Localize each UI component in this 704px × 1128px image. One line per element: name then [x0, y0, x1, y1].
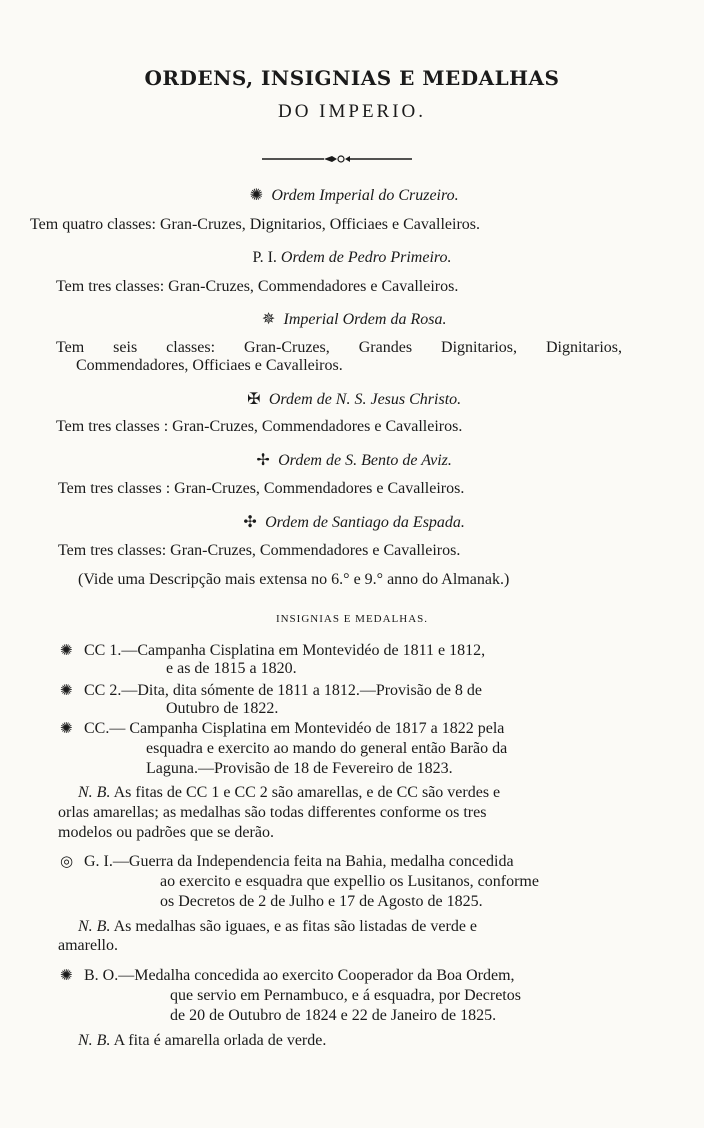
order-heading: [0, 390, 704, 410]
rose-icon: ✵: [261, 311, 276, 328]
section-heading: INSIGNIAS E MEDALHAS.: [275, 613, 429, 625]
nb-text: As fitas de CC 1 e CC 2 são amarellas, e de CC são verdes e: [113, 784, 501, 801]
medal-entry: [60, 641, 485, 661]
medal-star-icon: ✺: [60, 721, 73, 737]
order-name: Ordem de Santiago da Espada.: [265, 514, 465, 531]
nb-text: A fita é amarella orlada de verde.: [113, 1032, 327, 1049]
medal-star-icon: ✺: [60, 683, 73, 699]
order-name: Ordem Imperial do Cruzeiro.: [271, 187, 459, 204]
medal-text: CC 2.—Dita, dita sómente de 1811 a 1812.—Provisão de 8 de: [84, 682, 483, 699]
nb-label: N. B.: [78, 1032, 111, 1049]
nb-text: amarello.: [58, 937, 118, 954]
nb-label: N. B.: [78, 918, 111, 935]
medal-star-icon: ✺: [60, 968, 73, 984]
order-name: Ordem de N. S. Jesus Christo.: [268, 391, 462, 408]
vide-note: (Vide uma Descripção mais extensa no 6.° e 9.° anno do Almanak.): [78, 571, 510, 588]
medal-text: Outubro de 1822.: [166, 700, 279, 717]
order-heading: [0, 513, 704, 533]
order-classes: Commendadores, Officiaes e Cavalleiros.: [76, 357, 343, 374]
medal-entry: [60, 719, 504, 739]
medal-text: e as de 1815 a 1820.: [166, 660, 297, 677]
nb-note: [78, 783, 500, 803]
nb-text: As medalhas são iguaes, e as fitas são listadas de verde e: [113, 918, 478, 935]
santiago-cross-icon: ✣: [243, 514, 257, 531]
order-classes: Tem quatro classes: Gran-Cruzes, Dignitarios, Officiaes e Cavalleiros.: [30, 216, 480, 233]
order-classes: Tem tres classes : Gran-Cruzes, Commendadores e Cavalleiros.: [56, 418, 463, 435]
medal-text: esquadra e exercito ao mando do general então Barão da: [146, 740, 508, 757]
order-name: Ordem de S. Bento de Aviz.: [278, 452, 452, 469]
order-name: Ordem de Pedro Primeiro.: [280, 249, 452, 266]
order-heading: [0, 248, 704, 268]
medal-text: Laguna.—Provisão de 18 de Fevereiro de 1823.: [146, 760, 453, 777]
medal-text: de 20 de Outubro de 1824 e 22 de Janeiro de 1825.: [170, 1007, 497, 1024]
nb-label: N. B.: [78, 784, 111, 801]
nb-text: orlas amarellas; as medalhas são todas differentes conforme os tres: [58, 804, 487, 821]
medal-text: que servio em Pernambuco, e á esquadra, por Decretos: [170, 987, 521, 1004]
nb-note: [78, 1031, 326, 1051]
medal-text: CC 1.—Campanha Cisplatina em Montevidéo de 1811 e 1812,: [84, 642, 486, 659]
order-classes: Tem seis classes: Gran-Cruzes, Grandes Dignitarios, Dignitarios,: [56, 339, 622, 356]
order-name: Imperial Ordem da Rosa.: [283, 311, 447, 328]
medal-star-icon: ✺: [60, 643, 73, 659]
medal-text: B. O.—Medalha concedida ao exercito Cooperador da Boa Ordem,: [84, 967, 515, 984]
medal-entry: [60, 681, 482, 701]
page-title: ORDENS, INSIGNIAS E MEDALHAS: [144, 66, 560, 90]
medal-text: G. I.—Guerra da Independencia feita na Bahia, medalha concedida: [84, 853, 514, 870]
order-heading: [0, 186, 704, 206]
medal-text: CC.— Campanha Cisplatina em Montevidéo de 1817 a 1822 pela: [84, 720, 505, 737]
order-classes: Tem tres classes : Gran-Cruzes, Commendadores e Cavalleiros.: [58, 480, 465, 497]
medal-entry: [60, 966, 515, 986]
page-subtitle: DO IMPERIO.: [277, 101, 427, 122]
order-classes: Tem tres classes: Gran-Cruzes, Commendadores e Cavalleiros.: [56, 278, 459, 295]
target-medal-icon: ◎: [60, 854, 74, 870]
nb-note: [78, 917, 477, 937]
cruzeiro-star-icon: ✺: [249, 187, 264, 204]
aviz-cross-icon: ✢: [256, 452, 270, 469]
cross-of-christ-icon: ✠: [247, 391, 261, 408]
order-heading: [0, 310, 704, 330]
medal-text: ao exercito e esquadra que expellio os Lusitanos, conforme: [160, 873, 539, 890]
order-heading: [0, 451, 704, 471]
order-prefix: P. I.: [252, 249, 277, 266]
order-classes: Tem tres classes: Gran-Cruzes, Commendadores e Cavalleiros.: [58, 542, 461, 559]
ornamental-rule: [262, 153, 412, 165]
medal-text: os Decretos de 2 de Julho e 17 de Agosto de 1825.: [160, 893, 483, 910]
nb-text: modelos ou padrões que se derão.: [58, 824, 274, 841]
medal-entry: [60, 852, 514, 872]
